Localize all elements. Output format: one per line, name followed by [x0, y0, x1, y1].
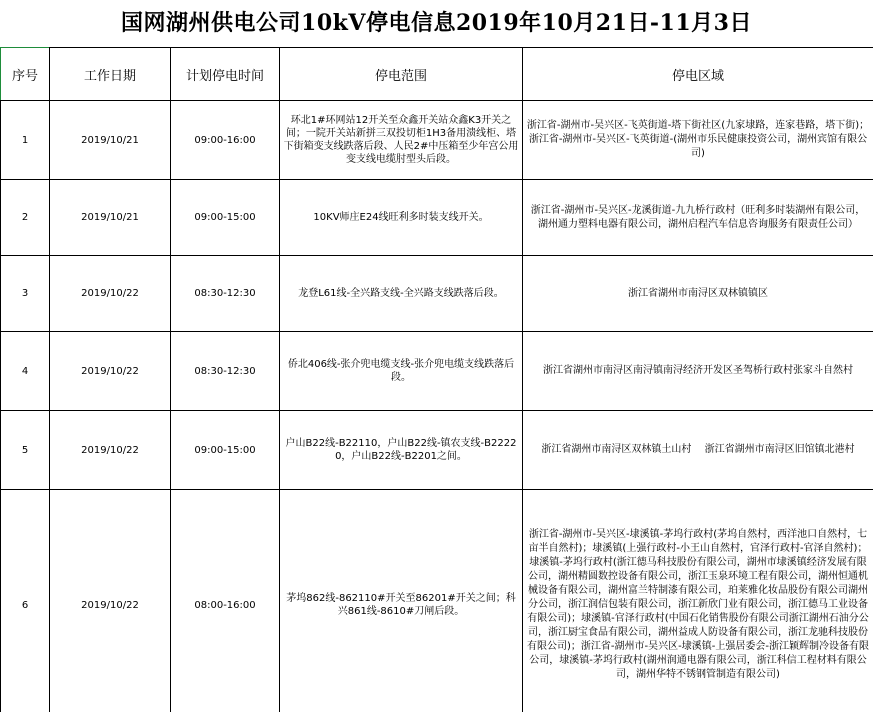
cell-time[interactable]: 09:00-15:00: [171, 180, 280, 256]
header-time[interactable]: 计划停电时间: [171, 48, 280, 101]
cell-time[interactable]: 08:30-12:30: [171, 332, 280, 411]
header-row: [1, 48, 873, 101]
table-row: [1, 180, 873, 256]
cell-area[interactable]: 浙江省-湖州市-吴兴区-埭溪镇-茅坞行政村(茅坞自然村，西洋池口自然村，七亩半自然村)；埭溪镇(上强行政村-小王山自然村，官泽行政村-官泽自然村)；埭溪镇-茅坞行政村(浙江德马科技股份有限公司，湖州市埭溪镇经济发展有限公司，湖州精圆数控设备有限公司，浙江玉泉环境工程有限公司，湖州恒通机械设备有限公司，湖州富兰特制漆有限公司，珀莱雅化妆品股份有限公司湖州分公司，浙江润信包装有限公司，浙江新欣门业有限公司，浙江德马工业设备有限公司)；埭溪镇-官泽行政村(中国石化销售股份有限公司浙江湖州石油分公司，浙江厨宝食品有限公司，湖州益成人防设备有限公司，浙江龙驰科技股份有限公司)；浙江省-湖州市-吴兴区-埭溪镇-上强居委会-浙江颖辉制冷设备有限公司，埭溪镇-茅坞行政村(湖州润通电器有限公司，浙江科信工程材料有限公司，湖州华特不锈钢管制造有限公司): [523, 490, 873, 712]
cell-scope[interactable]: 10KV师庄E24线旺利多时装支线开关。: [280, 180, 523, 256]
cell-area[interactable]: 浙江省湖州市南浔区双林镇镇区: [523, 256, 873, 332]
cell-scope[interactable]: 茅坞862线-862110#开关至86201#开关之间；科兴861线-8610#刀闸后段。: [280, 490, 523, 712]
outage-table: [0, 47, 873, 712]
cell-area[interactable]: 浙江省-湖州市-吴兴区-龙溪街道-九九桥行政村（旺利多时装湖州有限公司，湖州通力塑料电器有限公司，湖州启程汽车信息咨询服务有限责任公司）: [523, 180, 873, 256]
cell-time[interactable]: 09:00-16:00: [171, 101, 280, 180]
cell-seq[interactable]: 4: [1, 332, 50, 411]
cell-date[interactable]: 2019/10/22: [50, 490, 171, 712]
cell-date[interactable]: 2019/10/21: [50, 180, 171, 256]
cell-seq[interactable]: 5: [1, 411, 50, 490]
cell-date[interactable]: 2019/10/22: [50, 411, 171, 490]
header-area[interactable]: 停电区域: [523, 48, 873, 101]
header-seq[interactable]: 序号: [1, 48, 50, 101]
cell-seq[interactable]: 2: [1, 180, 50, 256]
table-row: [1, 101, 873, 180]
cell-time[interactable]: 08:30-12:30: [171, 256, 280, 332]
cell-date[interactable]: 2019/10/22: [50, 332, 171, 411]
cell-time[interactable]: 09:00-15:00: [171, 411, 280, 490]
header-scope[interactable]: 停电范围: [280, 48, 523, 101]
cell-seq[interactable]: 3: [1, 256, 50, 332]
cell-area[interactable]: 浙江省湖州市南浔区南浔镇南浔经济开发区圣驾桥行政村张家斗自然村: [523, 332, 873, 411]
table-row: [1, 411, 873, 490]
page-title: 国网湖州供电公司10kV停电信息2019年10月21日-11月3日: [121, 10, 752, 36]
cell-scope[interactable]: 侨北406线-张介兜电缆支线-张介兜电缆支线跌落后段。: [280, 332, 523, 411]
cell-area[interactable]: 浙江省湖州市南浔区双林镇土山村 浙江省湖州市南浔区旧馆镇北港村: [523, 411, 873, 490]
header-date[interactable]: 工作日期: [50, 48, 171, 101]
cell-date[interactable]: 2019/10/22: [50, 256, 171, 332]
cell-seq[interactable]: 6: [1, 490, 50, 712]
table-row: [1, 332, 873, 411]
table-row: [1, 490, 873, 712]
cell-scope[interactable]: 龙登L61线-全兴路支线-全兴路支线跌落后段。: [280, 256, 523, 332]
cell-scope[interactable]: 环北1#环网站12开关至众鑫开关站众鑫K3开关之间；一院开关站新拼三双投切柜1H3备用溃线柜、塔下街箱变支线跌落后段、人民2#中压箱至少年宫公用变支线电缆肘型头后段。: [280, 101, 523, 180]
cell-time[interactable]: 08:00-16:00: [171, 490, 280, 712]
cell-scope[interactable]: 户山B22线-B22110，户山B22线-镇农支线-B22220，户山B22线-B2201之间。: [280, 411, 523, 490]
table-row: [1, 256, 873, 332]
cell-area[interactable]: 浙江省-湖州市-吴兴区-飞英街道-塔下街社区(九家埭路，连家巷路，塔下街)；浙江省-湖州市-吴兴区-飞英街道-(湖州市乐民健康投资公司，湖州宾馆有限公司): [523, 101, 873, 180]
cell-seq[interactable]: 1: [1, 101, 50, 180]
cell-date[interactable]: 2019/10/21: [50, 101, 171, 180]
